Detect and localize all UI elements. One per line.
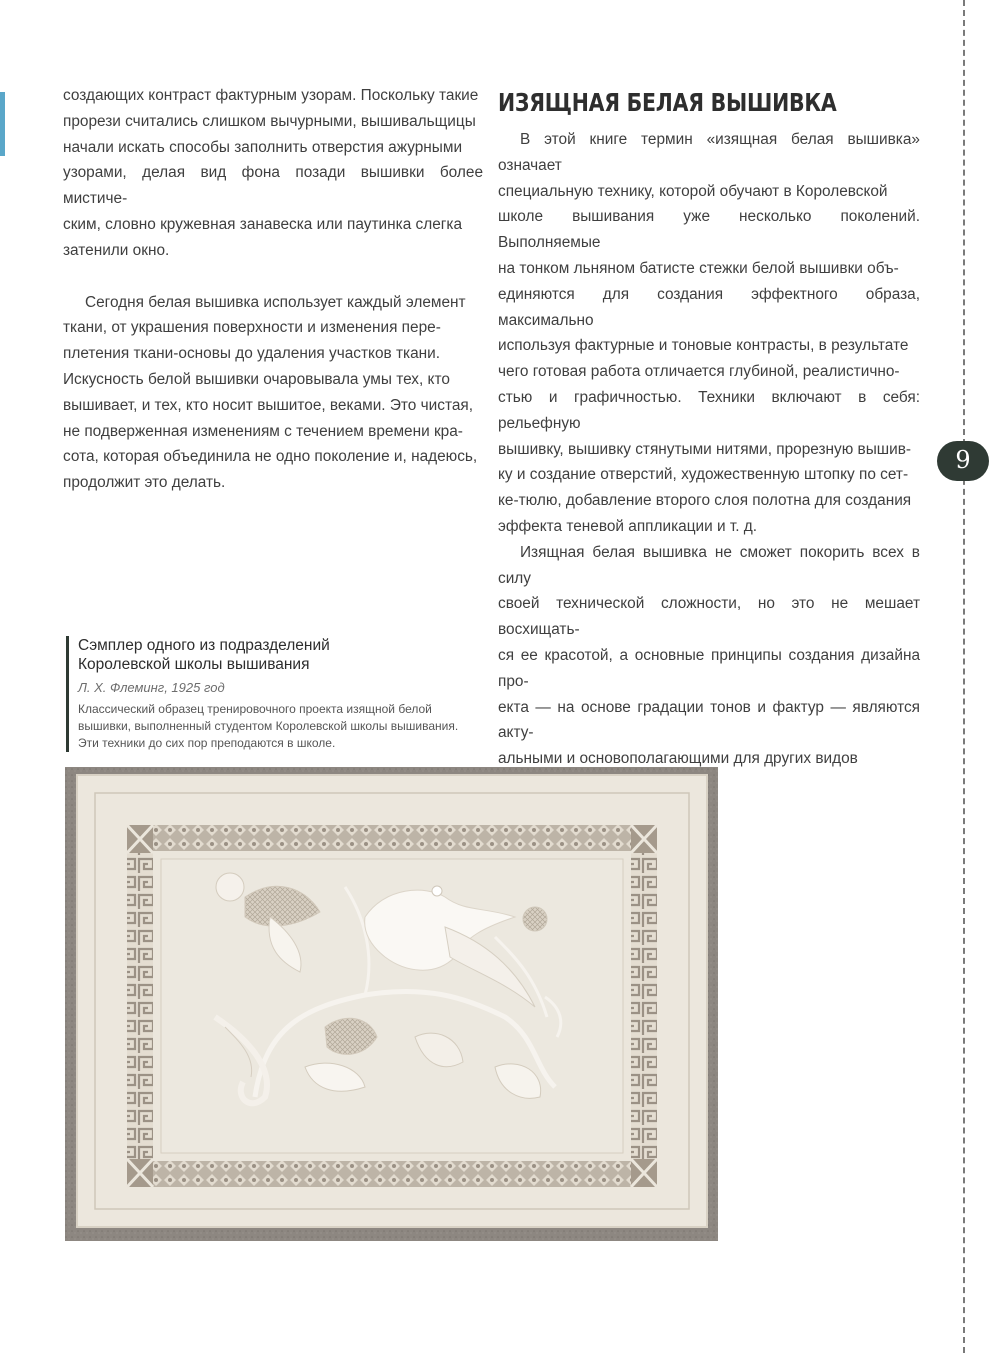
text-line: Изящная белая вышивка не сможет покорить всех в силу (498, 543, 920, 587)
text-line: вышивку, вышивку стянутыми нитями, прорезную вышив- (498, 440, 912, 458)
section-heading: ИЗЯЩНАЯ БЕЛАЯ ВЫШИВКА (498, 88, 837, 117)
text-line: ся ее красотой, а основные принципы создания дизайна про- (498, 646, 920, 690)
caption-title-line: Королевской школы вышивания (78, 656, 310, 673)
text-line: ке-тюлю, добавление второго слоя полотна для создания (498, 492, 912, 510)
left-edge-accent (0, 92, 5, 156)
caption-title (78, 636, 498, 674)
text-line: стью и графичностью. Техники включают в себя: рельефную (498, 388, 920, 432)
page-edge-dashed-line (963, 0, 965, 1353)
right-text-column (498, 127, 920, 798)
text-line: Искусность белой вышивки очаровывала умы тех, кто (63, 370, 450, 388)
left-paragraph-1 (63, 83, 483, 264)
text-line: создающих контраст фактурным узорам. Поскольку такие (63, 87, 479, 104)
text-line: начали искать способы заполнить отверстия ажурными (63, 138, 463, 156)
caption-title-line: Сэмплер одного из подразделений (78, 637, 330, 654)
right-paragraph-1 (498, 127, 920, 540)
text-line: не подверженная изменениям с течением времени кра- (63, 422, 463, 440)
text-line: сота, которая объединила не одно поколение и, надеюсь, (63, 448, 478, 466)
left-paragraph-2 (63, 290, 483, 496)
caption-author: Л. Х. Флеминг, 1925 год (78, 680, 225, 695)
text-line: продолжит это делать. (63, 474, 226, 492)
text-line: своей технической сложности, но это не мешает восхищать- (498, 595, 920, 639)
text-line: школе вышивания уже несколько поколений. Выполняемые (498, 208, 920, 252)
figure-caption (66, 636, 498, 752)
embroidery-sampler-illustration (65, 767, 718, 1241)
text-line: единяются для создания эффектного образа, максимально (498, 285, 920, 329)
text-line: В этой книге термин «изящная белая вышивка» означает (498, 131, 920, 174)
text-line: плетения ткани-основы до удаления участков ткани. (63, 345, 441, 363)
text-line: специальную технику, которой обучают в Королевской (498, 182, 888, 200)
text-line: узорами, делая вид фона позади вышивки более мистиче- (63, 164, 483, 208)
sampler-photo (65, 767, 718, 1241)
left-text-column (63, 83, 483, 496)
text-line: альными и основополагающими для других видов (498, 750, 858, 768)
text-line: ткани, от украшения поверхности и изменения пере- (63, 319, 441, 337)
right-paragraph-2 (498, 540, 920, 798)
text-line: екта — на основе градации тонов и фактур — являются акту- (498, 698, 920, 742)
caption-description-line: Классический образец тренировочного проекта изящной белой (78, 702, 432, 716)
text-line: на тонком льняном батисте стежки белой вышивки объ- (498, 259, 899, 277)
caption-description-line: Эти техники до сих пор преподаются в школе. (78, 736, 336, 750)
text-line: Сегодня белая вышивка использует каждый элемент (85, 293, 466, 311)
text-line: эффекта теневой аппликации и т. д. (498, 517, 758, 535)
text-line: прорези считались слишком вычурными, вышивальщицы (63, 112, 476, 130)
text-line: вышивает, и тех, кто носит вышитое, веками. Это чистая, (63, 396, 473, 414)
caption-description (78, 701, 498, 752)
page-number-badge: 9 (937, 441, 989, 481)
text-line: используя фактурные и тоновые контрасты, в результате (498, 337, 909, 355)
text-line: ским, словно кружевная занавеска или паутинка слегка (63, 215, 463, 233)
text-line: затенили окно. (63, 241, 170, 259)
caption-description-line: вышивки, выполненный студентом Королевской школы вышивания. (78, 719, 459, 733)
text-line: чего готовая работа отличается глубиной, реалистично- (498, 363, 900, 381)
text-line: ку и создание отверстий, художественную штопку по сет- (498, 466, 909, 484)
